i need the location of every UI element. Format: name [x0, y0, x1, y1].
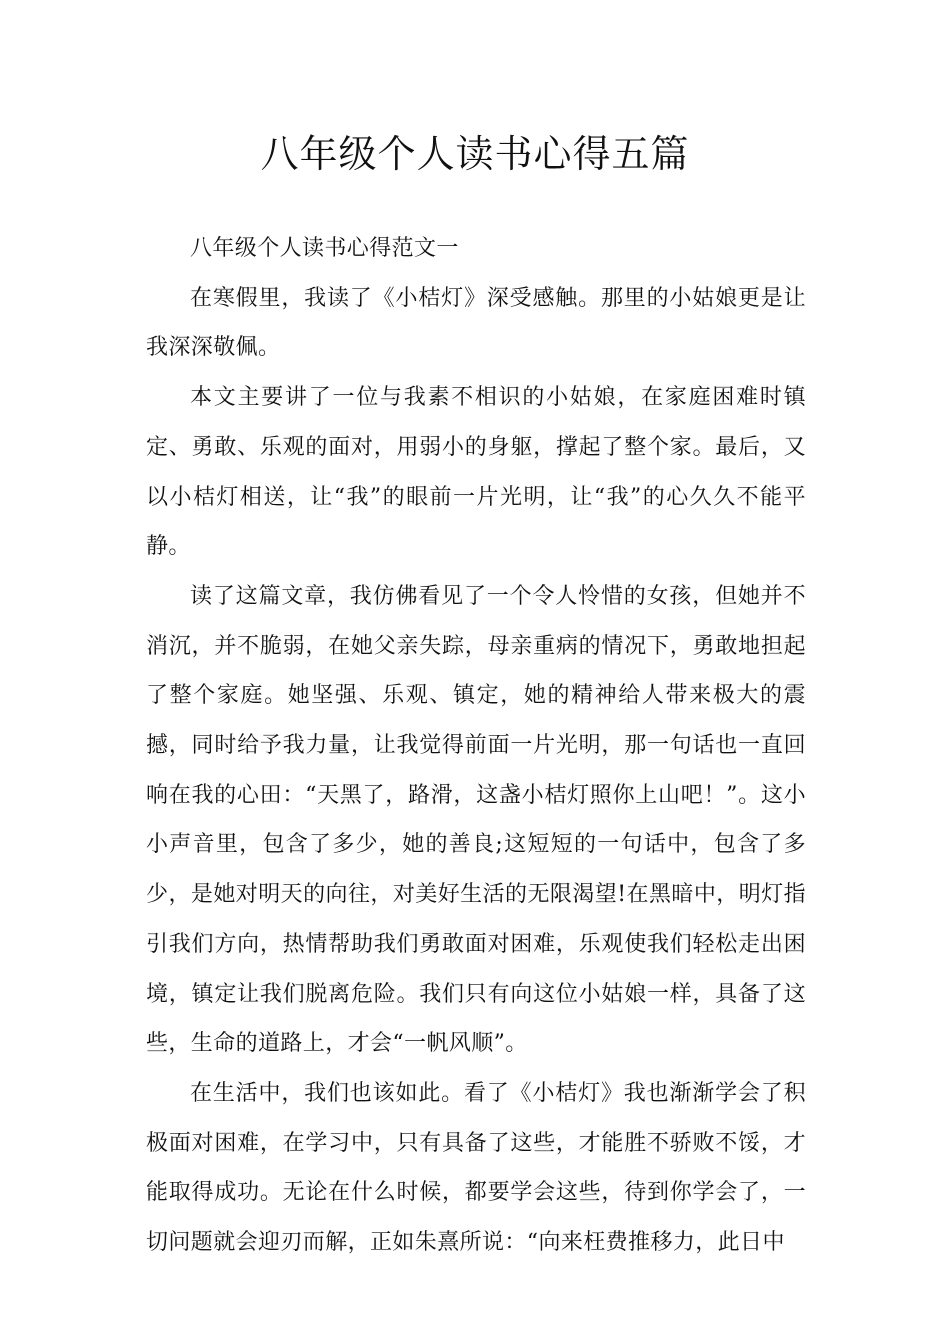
document-title: 八年级个人读书心得五篇: [260, 132, 690, 176]
paragraph-1: 在寒假里，我读了《小桔灯》深受感触。那里的小姑娘更是让我深深敬佩。: [146, 285, 806, 361]
section-heading: 八年级个人读书心得范文一: [190, 236, 459, 261]
paragraph-3: 读了这篇文章，我仿佛看见了一个令人怜惜的女孩，但她并不消沉，并不脆弱，在她父亲失踪，母亲重病的情况下，勇敢地担起了整个家庭。她坚强、乐观、镇定，她的精神给人带来极大的震撼，同时给予我力量，让我觉得前面一片光明，那一句话也一直回响在我的心田：“天黑了，路滑，这盏小桔灯照你上山吧！”。这小小声音里，包含了多少，她的善良;这短短的一句话中，包含了多少，是她对明天的向往，对美好生活的无限渴望!在黑暗中，明灯指引我们方向，热情帮助我们勇敢面对困难，乐观使我们轻松走出困境，镇定让我们脱离危险。我们只有向这位小姑娘一样，具备了这些，生命的道路上，才会“一帆风顺”。: [146, 583, 806, 1057]
paragraph-2: 本文主要讲了一位与我素不相识的小姑娘，在家庭困难时镇定、勇敢、乐观的面对，用弱小的身躯，撑起了整个家。最后，又以小桔灯相送，让“我”的眼前一片光明，让“我”的心久久不能平静。: [146, 385, 806, 560]
paragraph-4: 在生活中，我们也该如此。看了《小桔灯》我也渐渐学会了积极面对困难，在学习中，只有具备了这些，才能胜不骄败不馁，才能取得成功。无论在什么时候，都要学会这些，待到你学会了，一切问题就会迎刃而解，正如朱熹所说：“向来枉费推移力，此日中: [146, 1080, 806, 1256]
document-body: [146, 224, 806, 1268]
